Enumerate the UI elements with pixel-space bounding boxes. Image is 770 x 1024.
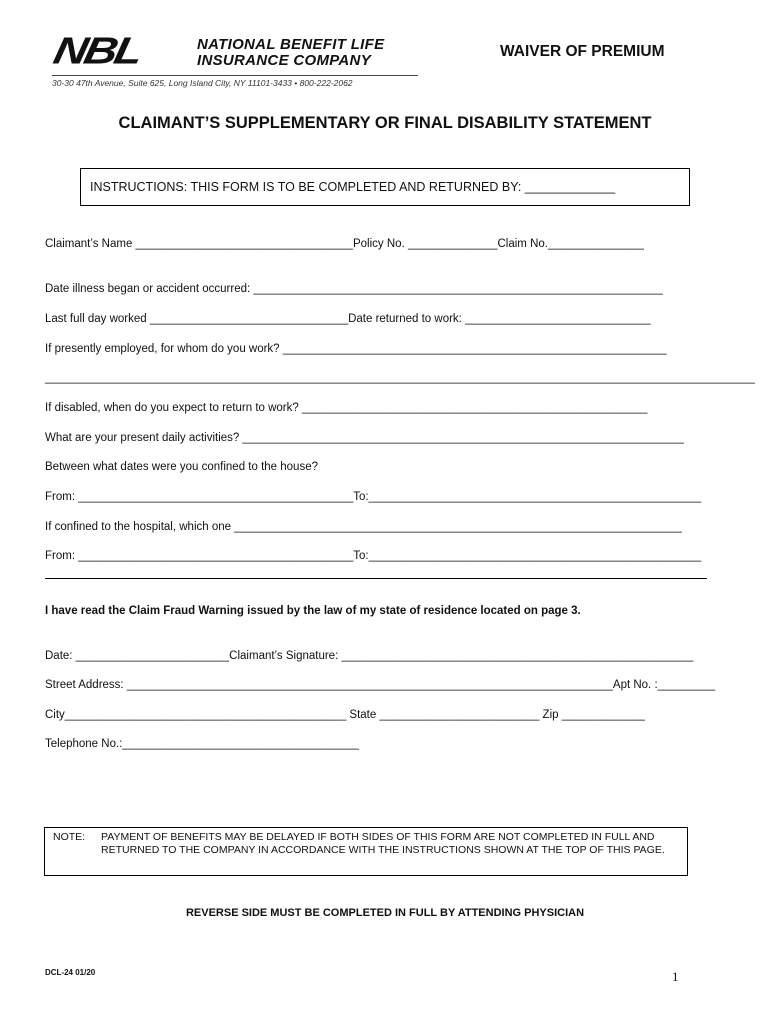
date-signature-field[interactable]: Date: ________________________Claimant’s Signature: _______________________________________________________: [45, 650, 694, 662]
employer-field[interactable]: If presently employed, for whom do you work? ____________________________________________________________: [45, 343, 667, 355]
last-day-worked-field[interactable]: Last full day worked _______________________________Date returned to work: _____________________________: [45, 313, 651, 325]
note-text: PAYMENT OF BENEFITS MAY BE DELAYED IF BOTH SIDES OF THIS FORM ARE NOT COMPLETED IN FULL AND RETURNED TO THE COMPANY IN ACCORDANCE WITH THE INSTRUCTIONS SHOWN AT THE TOP OF THIS PAGE.: [101, 831, 665, 856]
expected-return-field[interactable]: If disabled, when do you expect to return to work? ______________________________________________________: [45, 402, 648, 414]
page-number: 1: [672, 969, 679, 984]
company-name-line1: NATIONAL BENEFIT LIFE: [197, 36, 385, 53]
city-state-zip-field[interactable]: City____________________________________________ State _________________________ Zip _____________: [45, 709, 645, 721]
company-address: 30-30 47th Avenue, Suite 625, Long Island City, NY 11101-3433 • 800-222-2062: [52, 75, 418, 88]
house-confinement-dates-field[interactable]: From: ___________________________________________To:____________________________________________________: [45, 491, 702, 503]
house-confinement-question: Between what dates were you confined to the house?: [45, 461, 318, 473]
instructions-box: INSTRUCTIONS: THIS FORM IS TO BE COMPLETED AND RETURNED BY: _____________: [80, 168, 690, 206]
employer-field-continued[interactable]: _______________________________________________________________________________________________________________: [45, 372, 755, 384]
hospital-name-field[interactable]: If confined to the hospital, which one ______________________________________________________________________: [45, 521, 682, 533]
claimant-name-policy-claim-field[interactable]: Claimant’s Name __________________________________Policy No. ______________Claim No._______________: [45, 238, 644, 250]
note-label: NOTE:: [53, 831, 86, 843]
form-title: CLAIMANT’S SUPPLEMENTARY OR FINAL DISABILITY STATEMENT: [118, 114, 652, 132]
company-logo: NBL: [49, 29, 145, 72]
company-name: [197, 37, 384, 69]
street-address-field[interactable]: Street Address: ____________________________________________________________________________Apt No. :_________: [45, 679, 716, 691]
form-type-heading: WAIVER OF PREMIUM: [500, 43, 665, 60]
date-illness-began-field[interactable]: Date illness began or accident occurred: ________________________________________________________________: [45, 283, 663, 295]
company-name-line2: INSURANCE COMPANY: [197, 52, 371, 69]
hospital-dates-field[interactable]: From: ___________________________________________To:____________________________________________________: [45, 550, 702, 562]
telephone-field[interactable]: Telephone No.:_____________________________________: [45, 738, 360, 750]
note-box: [44, 827, 688, 876]
section-divider: [45, 578, 707, 579]
reverse-side-notice: REVERSE SIDE MUST BE COMPLETED IN FULL BY ATTENDING PHYSICIAN: [185, 907, 585, 919]
fraud-warning-statement: I have read the Claim Fraud Warning issued by the law of my state of residence located on page 3.: [45, 605, 581, 617]
daily-activities-field[interactable]: What are your present daily activities? _____________________________________________________________________: [45, 432, 684, 444]
form-code: DCL-24 01/20: [45, 968, 96, 977]
